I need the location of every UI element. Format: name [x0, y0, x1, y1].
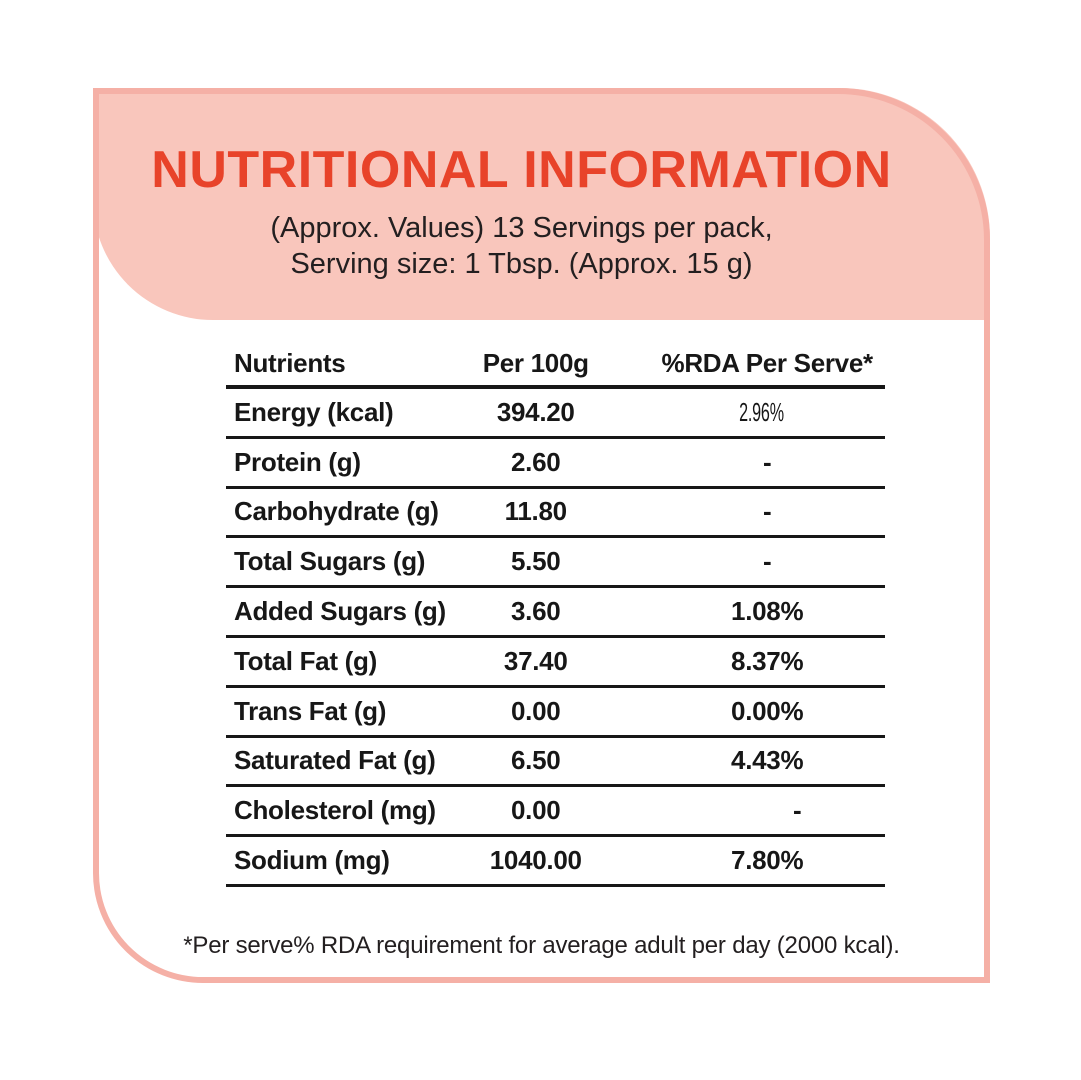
nutrient-name: Total Fat (g)	[234, 645, 377, 676]
table-header-row	[226, 341, 885, 389]
rda-per-serve-value: -	[762, 446, 772, 477]
table-row	[226, 439, 885, 489]
nutrient-name: Carbohydrate (g)	[234, 496, 439, 527]
label-card	[93, 88, 990, 983]
table-row	[226, 787, 885, 837]
nutrient-name: Energy (kcal)	[234, 396, 394, 427]
serving-info-line2: Serving size: 1 Tbsp. (Approx. 15 g)	[290, 248, 753, 280]
table-body	[226, 389, 885, 887]
header-band	[93, 88, 990, 320]
col-header-per-100g: Per 100g	[482, 347, 589, 378]
table-row	[226, 738, 885, 788]
rda-per-serve-value: -	[762, 496, 772, 527]
rda-per-serve-value: 8.37%	[731, 645, 804, 676]
table-row	[226, 538, 885, 588]
nutrient-name: Trans Fat (g)	[234, 695, 387, 726]
per-100g-value: 11.80	[504, 496, 567, 527]
col-header-nutrients: Nutrients	[234, 347, 346, 378]
table-row	[226, 688, 885, 738]
nutrient-name: Protein (g)	[234, 446, 361, 477]
rda-per-serve-value: 4.43%	[731, 745, 804, 776]
rda-per-serve-value: -	[792, 795, 802, 826]
per-100g-value: 0.00	[511, 795, 561, 826]
table-row	[226, 489, 885, 539]
table-row	[226, 389, 885, 439]
per-100g-value: 1040.00	[489, 845, 582, 876]
nutrient-name: Added Sugars (g)	[234, 596, 446, 627]
col-header-rda-per-serve: %RDA Per Serve*	[661, 347, 873, 378]
per-100g-value: 6.50	[511, 745, 561, 776]
nutrient-name: Sodium (mg)	[234, 845, 390, 876]
per-100g-value: 394.20	[496, 396, 575, 427]
nutrient-name: Total Sugars (g)	[234, 546, 426, 577]
rda-per-serve-value: 0.00%	[731, 695, 804, 726]
per-100g-value: 37.40	[503, 645, 568, 676]
table-row	[226, 588, 885, 638]
rda-per-serve-value: 2.96%	[739, 396, 785, 427]
table-row	[226, 638, 885, 688]
per-100g-value: 3.60	[511, 596, 561, 627]
rda-per-serve-value: 7.80%	[731, 845, 804, 876]
serving-info	[93, 210, 950, 282]
page-title: NUTRITIONAL INFORMATION	[151, 141, 892, 199]
nutrient-name: Saturated Fat (g)	[234, 745, 436, 776]
footnote: *Per serve% RDA requirement for average adult per day (2000 kcal).	[183, 932, 900, 959]
per-100g-value: 0.00	[511, 695, 561, 726]
serving-info-line1: (Approx. Values) 13 Servings per pack,	[270, 212, 773, 244]
rda-per-serve-value: -	[762, 546, 772, 577]
table-row	[226, 837, 885, 887]
nutrient-name: Cholesterol (mg)	[234, 795, 436, 826]
per-100g-value: 2.60	[511, 446, 561, 477]
per-100g-value: 5.50	[511, 546, 561, 577]
nutrition-table	[226, 341, 885, 887]
rda-per-serve-value: 1.08%	[731, 596, 804, 627]
